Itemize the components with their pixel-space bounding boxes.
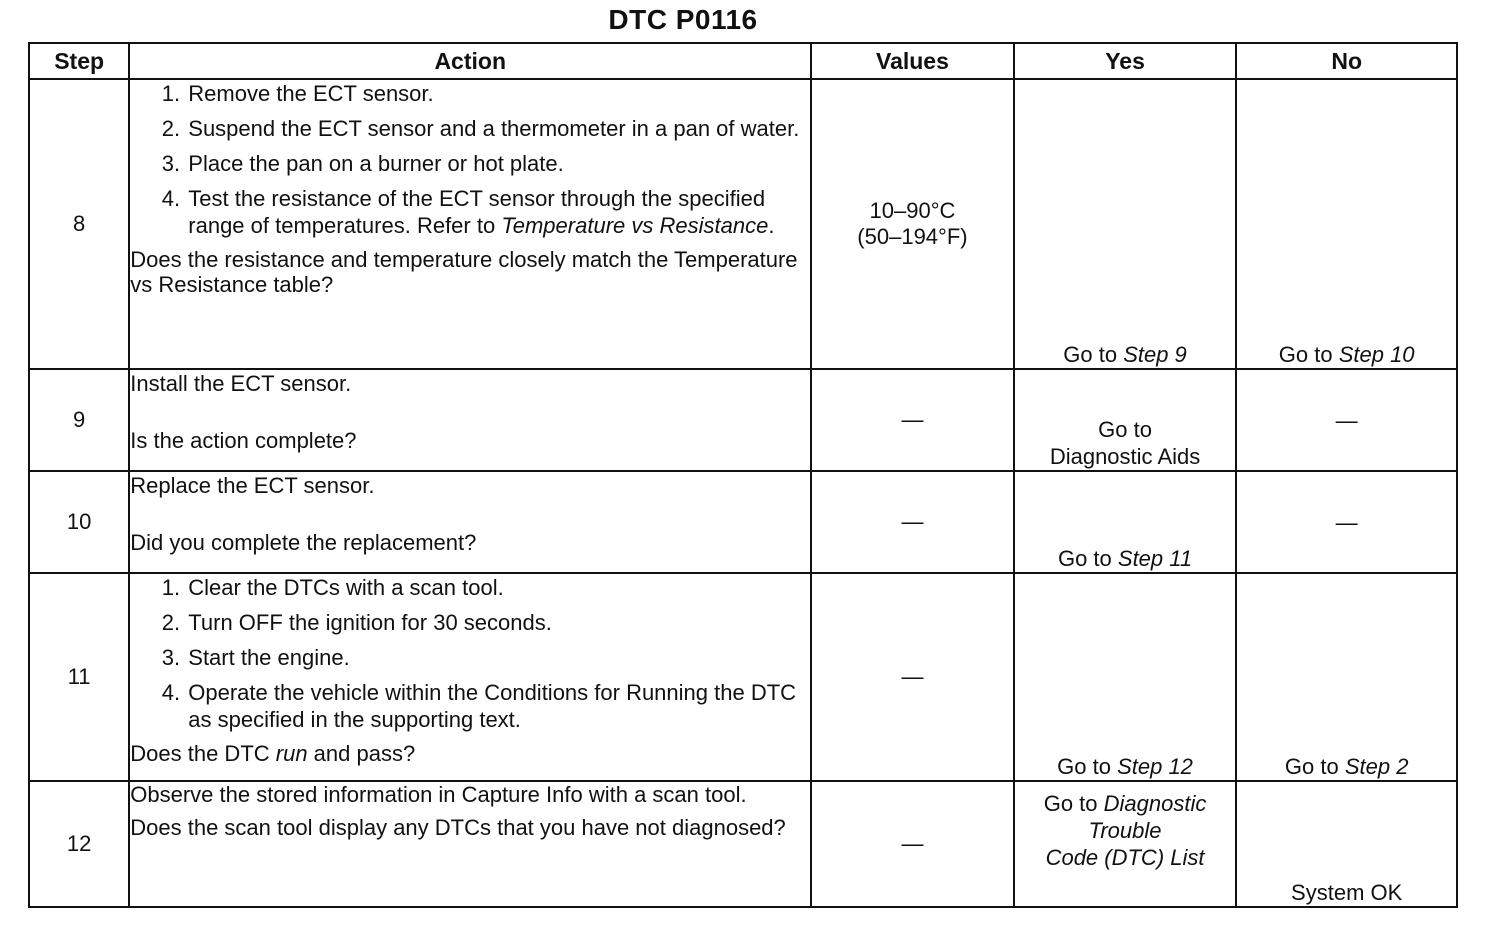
table-row xyxy=(29,369,1457,471)
header-yes: Yes xyxy=(1014,43,1237,79)
action-text: Observe the stored information in Capture Info with a scan tool. xyxy=(130,782,747,807)
yes-cell xyxy=(1014,781,1237,907)
action-item: 2. Turn OFF the ignition for 30 seconds. xyxy=(186,609,810,636)
step-number: 12 xyxy=(29,781,129,907)
table-header-row xyxy=(29,43,1457,79)
dtc-table xyxy=(28,42,1458,908)
header-action: Action xyxy=(129,43,811,79)
yes-prefix: Go to xyxy=(1098,417,1152,442)
yes-cell xyxy=(1014,573,1237,781)
header-values: Values xyxy=(811,43,1014,79)
yes-prefix: Go to xyxy=(1057,754,1118,779)
no-step-link[interactable]: Step 2 xyxy=(1344,754,1409,779)
action-item: 3. Place the pan on a burner or hot plate. xyxy=(186,150,810,177)
yes-cell xyxy=(1014,471,1237,573)
action-item: 1. Remove the ECT sensor. xyxy=(186,80,810,107)
values-cell: — xyxy=(811,781,1014,907)
no-cell: — xyxy=(1236,471,1457,573)
action-item xyxy=(186,185,810,239)
yes-dtc-list-link[interactable]: Diagnostic xyxy=(1103,791,1207,816)
action-text-end: . xyxy=(768,213,775,238)
action-cell xyxy=(129,79,811,369)
action-text: Install the ECT sensor. xyxy=(130,371,352,396)
yes-prefix: Go to xyxy=(1063,342,1124,367)
action-cell xyxy=(129,471,811,573)
yes-step-link[interactable]: Step 12 xyxy=(1117,754,1193,779)
yes-cell xyxy=(1014,369,1237,471)
table-row xyxy=(29,781,1457,907)
question-pre: Does the DTC xyxy=(130,741,276,766)
yes-cell xyxy=(1014,79,1237,369)
no-cell: — xyxy=(1236,369,1457,471)
action-question: Does the scan tool display any DTCs that you have not diagnosed? xyxy=(130,815,786,840)
value-celsius: 10–90°C xyxy=(869,198,956,223)
values-cell: — xyxy=(811,369,1014,471)
yes-dtc-list-link[interactable]: Trouble xyxy=(1088,818,1162,843)
action-cell xyxy=(129,369,811,471)
action-cell xyxy=(129,781,811,907)
step-number: 8 xyxy=(29,79,129,369)
value-fahrenheit: (50–194°F) xyxy=(857,224,968,249)
table-row xyxy=(29,573,1457,781)
no-cell: System OK xyxy=(1236,781,1457,907)
action-cell xyxy=(129,573,811,781)
action-item: 2. Suspend the ECT sensor and a thermometer in a pan of water. xyxy=(186,115,810,142)
yes-prefix: Go to xyxy=(1057,546,1118,571)
step-number: 10 xyxy=(29,471,129,573)
action-item: 4. Operate the vehicle within the Conditions for Running the DTC as specified in the supporting text. xyxy=(186,679,810,733)
question-post: and pass? xyxy=(307,741,416,766)
yes-step-link[interactable]: Step 11 xyxy=(1117,546,1193,571)
action-question: Does the resistance and temperature closely match the Temperature vs Resistance table? xyxy=(130,247,798,297)
action-steps xyxy=(130,574,810,733)
yes-prefix: Go to xyxy=(1043,791,1104,816)
values-cell: — xyxy=(811,573,1014,781)
action-item: 1. Clear the DTCs with a scan tool. xyxy=(186,574,810,601)
values-cell xyxy=(811,79,1014,369)
action-item: 3. Start the engine. xyxy=(186,644,810,671)
step-number: 11 xyxy=(29,573,129,781)
action-text: Replace the ECT sensor. xyxy=(130,473,375,498)
action-question xyxy=(130,741,810,766)
table-row xyxy=(29,79,1457,369)
no-step-link[interactable]: Step 10 xyxy=(1338,342,1415,367)
table-row xyxy=(29,471,1457,573)
yes-step-link[interactable]: Step 9 xyxy=(1123,342,1187,367)
page-title: DTC P0116 xyxy=(608,4,758,35)
header-step: Step xyxy=(29,43,129,79)
values-cell: — xyxy=(811,471,1014,573)
action-question: Is the action complete? xyxy=(130,428,357,453)
no-prefix: Go to xyxy=(1284,754,1345,779)
no-cell xyxy=(1236,79,1457,369)
no-prefix: Go to xyxy=(1278,342,1339,367)
header-no: No xyxy=(1236,43,1457,79)
reference-link[interactable]: Temperature vs Resistance xyxy=(501,213,769,238)
no-cell xyxy=(1236,573,1457,781)
action-question: Did you complete the replacement? xyxy=(130,530,477,555)
question-em: run xyxy=(275,741,308,766)
yes-dtc-list-link[interactable]: Code (DTC) List xyxy=(1045,845,1205,870)
yes-diagnostic-aids-link[interactable]: Diagnostic Aids xyxy=(1049,444,1201,469)
step-number: 9 xyxy=(29,369,129,471)
action-steps xyxy=(130,80,810,239)
action-text: Test the resistance of the ECT sensor through the specified range of temperatures. Refer to xyxy=(188,186,766,238)
